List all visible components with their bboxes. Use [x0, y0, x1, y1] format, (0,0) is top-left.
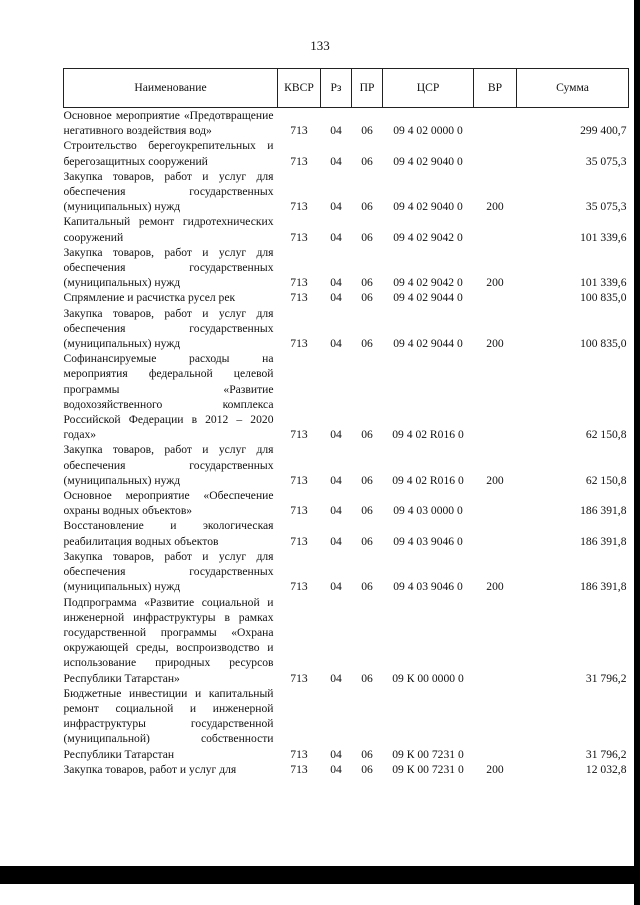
table-row	[64, 442, 629, 488]
cell-csr: 09 4 02 0000 0	[393, 124, 463, 138]
table-body	[64, 108, 629, 777]
cell-rz: 04	[330, 534, 342, 548]
cell-csr: 09 4 02 9044 0	[393, 291, 463, 305]
cell-csr: 09 К 00 7231 0	[392, 762, 464, 776]
cell-vr: 200	[486, 337, 504, 351]
cell-pr: 06	[361, 671, 373, 685]
cell-kvsr: 713	[290, 200, 308, 214]
cell-name: Закупка товаров, работ и услуг для обеспечения государственных (муниципальных) нужд	[63, 169, 274, 214]
header-csr: ЦСР	[383, 69, 474, 108]
cell-sum: 186 391,8	[580, 504, 627, 518]
table-row	[64, 351, 629, 442]
cell-vr: 200	[486, 200, 504, 214]
header-kvsr: КВСР	[278, 69, 321, 108]
cell-name: Основное мероприятие «Обеспечение охраны водных объектов»	[63, 489, 274, 518]
cell-csr: 09 4 02 9042 0	[393, 276, 463, 290]
scan-right-edge	[634, 0, 640, 905]
cell-kvsr: 713	[290, 276, 308, 290]
cell-csr: 09 К 00 7231 0	[392, 747, 464, 761]
scan-bottom-bar	[0, 866, 640, 884]
table-row	[64, 290, 629, 305]
cell-name: Закупка товаров, работ и услуг для обеспечения государственных (муниципальных) нужд	[63, 306, 274, 351]
table-row	[64, 169, 629, 215]
cell-vr	[474, 518, 517, 548]
budget-table	[63, 68, 629, 777]
cell-name: Закупка товаров, работ и услуг для обеспечения государственных (муниципальных) нужд	[63, 549, 274, 594]
cell-kvsr: 713	[290, 473, 308, 487]
cell-vr: 200	[486, 762, 504, 776]
cell-vr	[474, 214, 517, 244]
cell-pr: 06	[361, 580, 373, 594]
cell-name: Основное мероприятие «Предотвращение негативного воздействия вод»	[63, 109, 274, 138]
cell-sum: 100 835,0	[580, 337, 627, 351]
cell-rz: 04	[330, 762, 342, 776]
cell-vr	[474, 488, 517, 518]
cell-kvsr: 713	[290, 671, 308, 685]
cell-pr: 06	[361, 124, 373, 138]
cell-csr: 09 4 02 9040 0	[393, 154, 463, 168]
cell-sum: 35 075,3	[585, 200, 627, 214]
cell-rz: 04	[330, 291, 342, 305]
table-row	[64, 214, 629, 244]
header-rz: Рз	[321, 69, 352, 108]
cell-vr	[474, 290, 517, 305]
cell-name: Бюджетные инвестиции и капитальный ремонт социальной и инженерной инфраструктуры государственной (муниципальной) собственности Республики Татарстан	[63, 686, 274, 761]
cell-sum: 31 796,2	[585, 671, 627, 685]
table-row	[64, 595, 629, 686]
page-number: 133	[310, 38, 330, 53]
cell-sum: 101 339,6	[580, 230, 627, 244]
cell-rz: 04	[330, 230, 342, 244]
cell-vr	[474, 595, 517, 686]
table-row	[64, 549, 629, 595]
cell-name: Строительство берегоукрепительных и берегозащитных сооружений	[63, 139, 274, 168]
cell-pr: 06	[361, 473, 373, 487]
table-row	[64, 488, 629, 518]
cell-kvsr: 713	[290, 124, 308, 138]
header-vr: ВР	[474, 69, 517, 108]
cell-kvsr: 713	[290, 580, 308, 594]
cell-sum: 31 796,2	[585, 747, 627, 761]
cell-vr	[474, 686, 517, 762]
table-row	[64, 245, 629, 291]
cell-sum: 62 150,8	[585, 428, 627, 442]
cell-csr: 09 4 03 9046 0	[393, 534, 463, 548]
table-row	[64, 762, 629, 777]
cell-sum: 186 391,8	[580, 580, 627, 594]
cell-sum: 62 150,8	[585, 473, 627, 487]
table-row	[64, 138, 629, 168]
cell-vr	[474, 138, 517, 168]
cell-csr: 09 4 03 9046 0	[393, 580, 463, 594]
cell-sum: 35 075,3	[585, 154, 627, 168]
table-row	[64, 686, 629, 762]
cell-csr: 09 4 02 R016 0	[392, 473, 464, 487]
cell-csr: 09 4 02 9040 0	[393, 200, 463, 214]
cell-kvsr: 713	[290, 747, 308, 761]
cell-vr	[474, 351, 517, 442]
cell-kvsr: 713	[290, 337, 308, 351]
cell-pr: 06	[361, 230, 373, 244]
cell-rz: 04	[330, 580, 342, 594]
cell-pr: 06	[361, 747, 373, 761]
cell-pr: 06	[361, 200, 373, 214]
cell-vr: 200	[486, 580, 504, 594]
cell-sum: 100 835,0	[580, 291, 627, 305]
cell-pr: 06	[361, 504, 373, 518]
cell-vr: 200	[486, 276, 504, 290]
cell-csr: 09 4 02 9042 0	[393, 230, 463, 244]
cell-kvsr: 713	[290, 428, 308, 442]
cell-name: Капитальный ремонт гидротехнических сооружений	[63, 215, 274, 244]
cell-rz: 04	[330, 124, 342, 138]
cell-csr: 09 К 00 0000 0	[392, 671, 464, 685]
cell-sum: 12 032,8	[585, 762, 627, 776]
cell-rz: 04	[330, 276, 342, 290]
cell-rz: 04	[330, 337, 342, 351]
cell-csr: 09 4 03 0000 0	[393, 504, 463, 518]
cell-kvsr: 713	[290, 504, 308, 518]
cell-kvsr: 713	[290, 762, 308, 776]
table-row	[64, 518, 629, 548]
cell-name: Подпрограмма «Развитие социальной и инженерной инфраструктуры в рамках государственной программы «Охрана окружающей среды, воспроизводство и использование природных ресурсов Республики Татарстан»	[63, 595, 274, 685]
cell-csr: 09 4 02 R016 0	[392, 428, 464, 442]
cell-rz: 04	[330, 428, 342, 442]
table-row	[64, 108, 629, 139]
cell-vr: 200	[486, 473, 504, 487]
cell-pr: 06	[361, 762, 373, 776]
table-row	[64, 306, 629, 352]
table-header-row	[64, 69, 629, 108]
cell-name: Закупка товаров, работ и услуг для	[63, 762, 237, 776]
cell-rz: 04	[330, 154, 342, 168]
cell-name: Софинансируемые расходы на мероприятия федеральной целевой программы «Развитие водохозяйственного комплекса Российской Федерации в 2012 – 2020 годах»	[63, 352, 274, 442]
cell-name: Закупка товаров, работ и услуг для обеспечения государственных (муниципальных) нужд	[63, 245, 274, 290]
cell-pr: 06	[361, 291, 373, 305]
cell-pr: 06	[361, 534, 373, 548]
cell-kvsr: 713	[290, 230, 308, 244]
cell-sum: 186 391,8	[580, 534, 627, 548]
header-sum: Сумма	[517, 69, 629, 108]
cell-sum: 299 400,7	[580, 124, 627, 138]
cell-name: Восстановление и экологическая реабилитация водных объектов	[63, 519, 274, 548]
header-pr: ПР	[352, 69, 383, 108]
cell-rz: 04	[330, 747, 342, 761]
cell-rz: 04	[330, 504, 342, 518]
cell-kvsr: 713	[290, 534, 308, 548]
cell-sum: 101 339,6	[580, 276, 627, 290]
cell-kvsr: 713	[290, 291, 308, 305]
cell-pr: 06	[361, 276, 373, 290]
cell-pr: 06	[361, 428, 373, 442]
cell-kvsr: 713	[290, 154, 308, 168]
cell-rz: 04	[330, 473, 342, 487]
cell-rz: 04	[330, 671, 342, 685]
cell-name: Закупка товаров, работ и услуг для обеспечения государственных (муниципальных) нужд	[63, 443, 274, 487]
header-name: Наименование	[64, 69, 278, 108]
cell-pr: 06	[361, 154, 373, 168]
cell-csr: 09 4 02 9044 0	[393, 337, 463, 351]
cell-pr: 06	[361, 337, 373, 351]
cell-vr	[474, 108, 517, 139]
cell-rz: 04	[330, 200, 342, 214]
cell-name: Спрямление и расчистка русел рек	[63, 291, 236, 305]
